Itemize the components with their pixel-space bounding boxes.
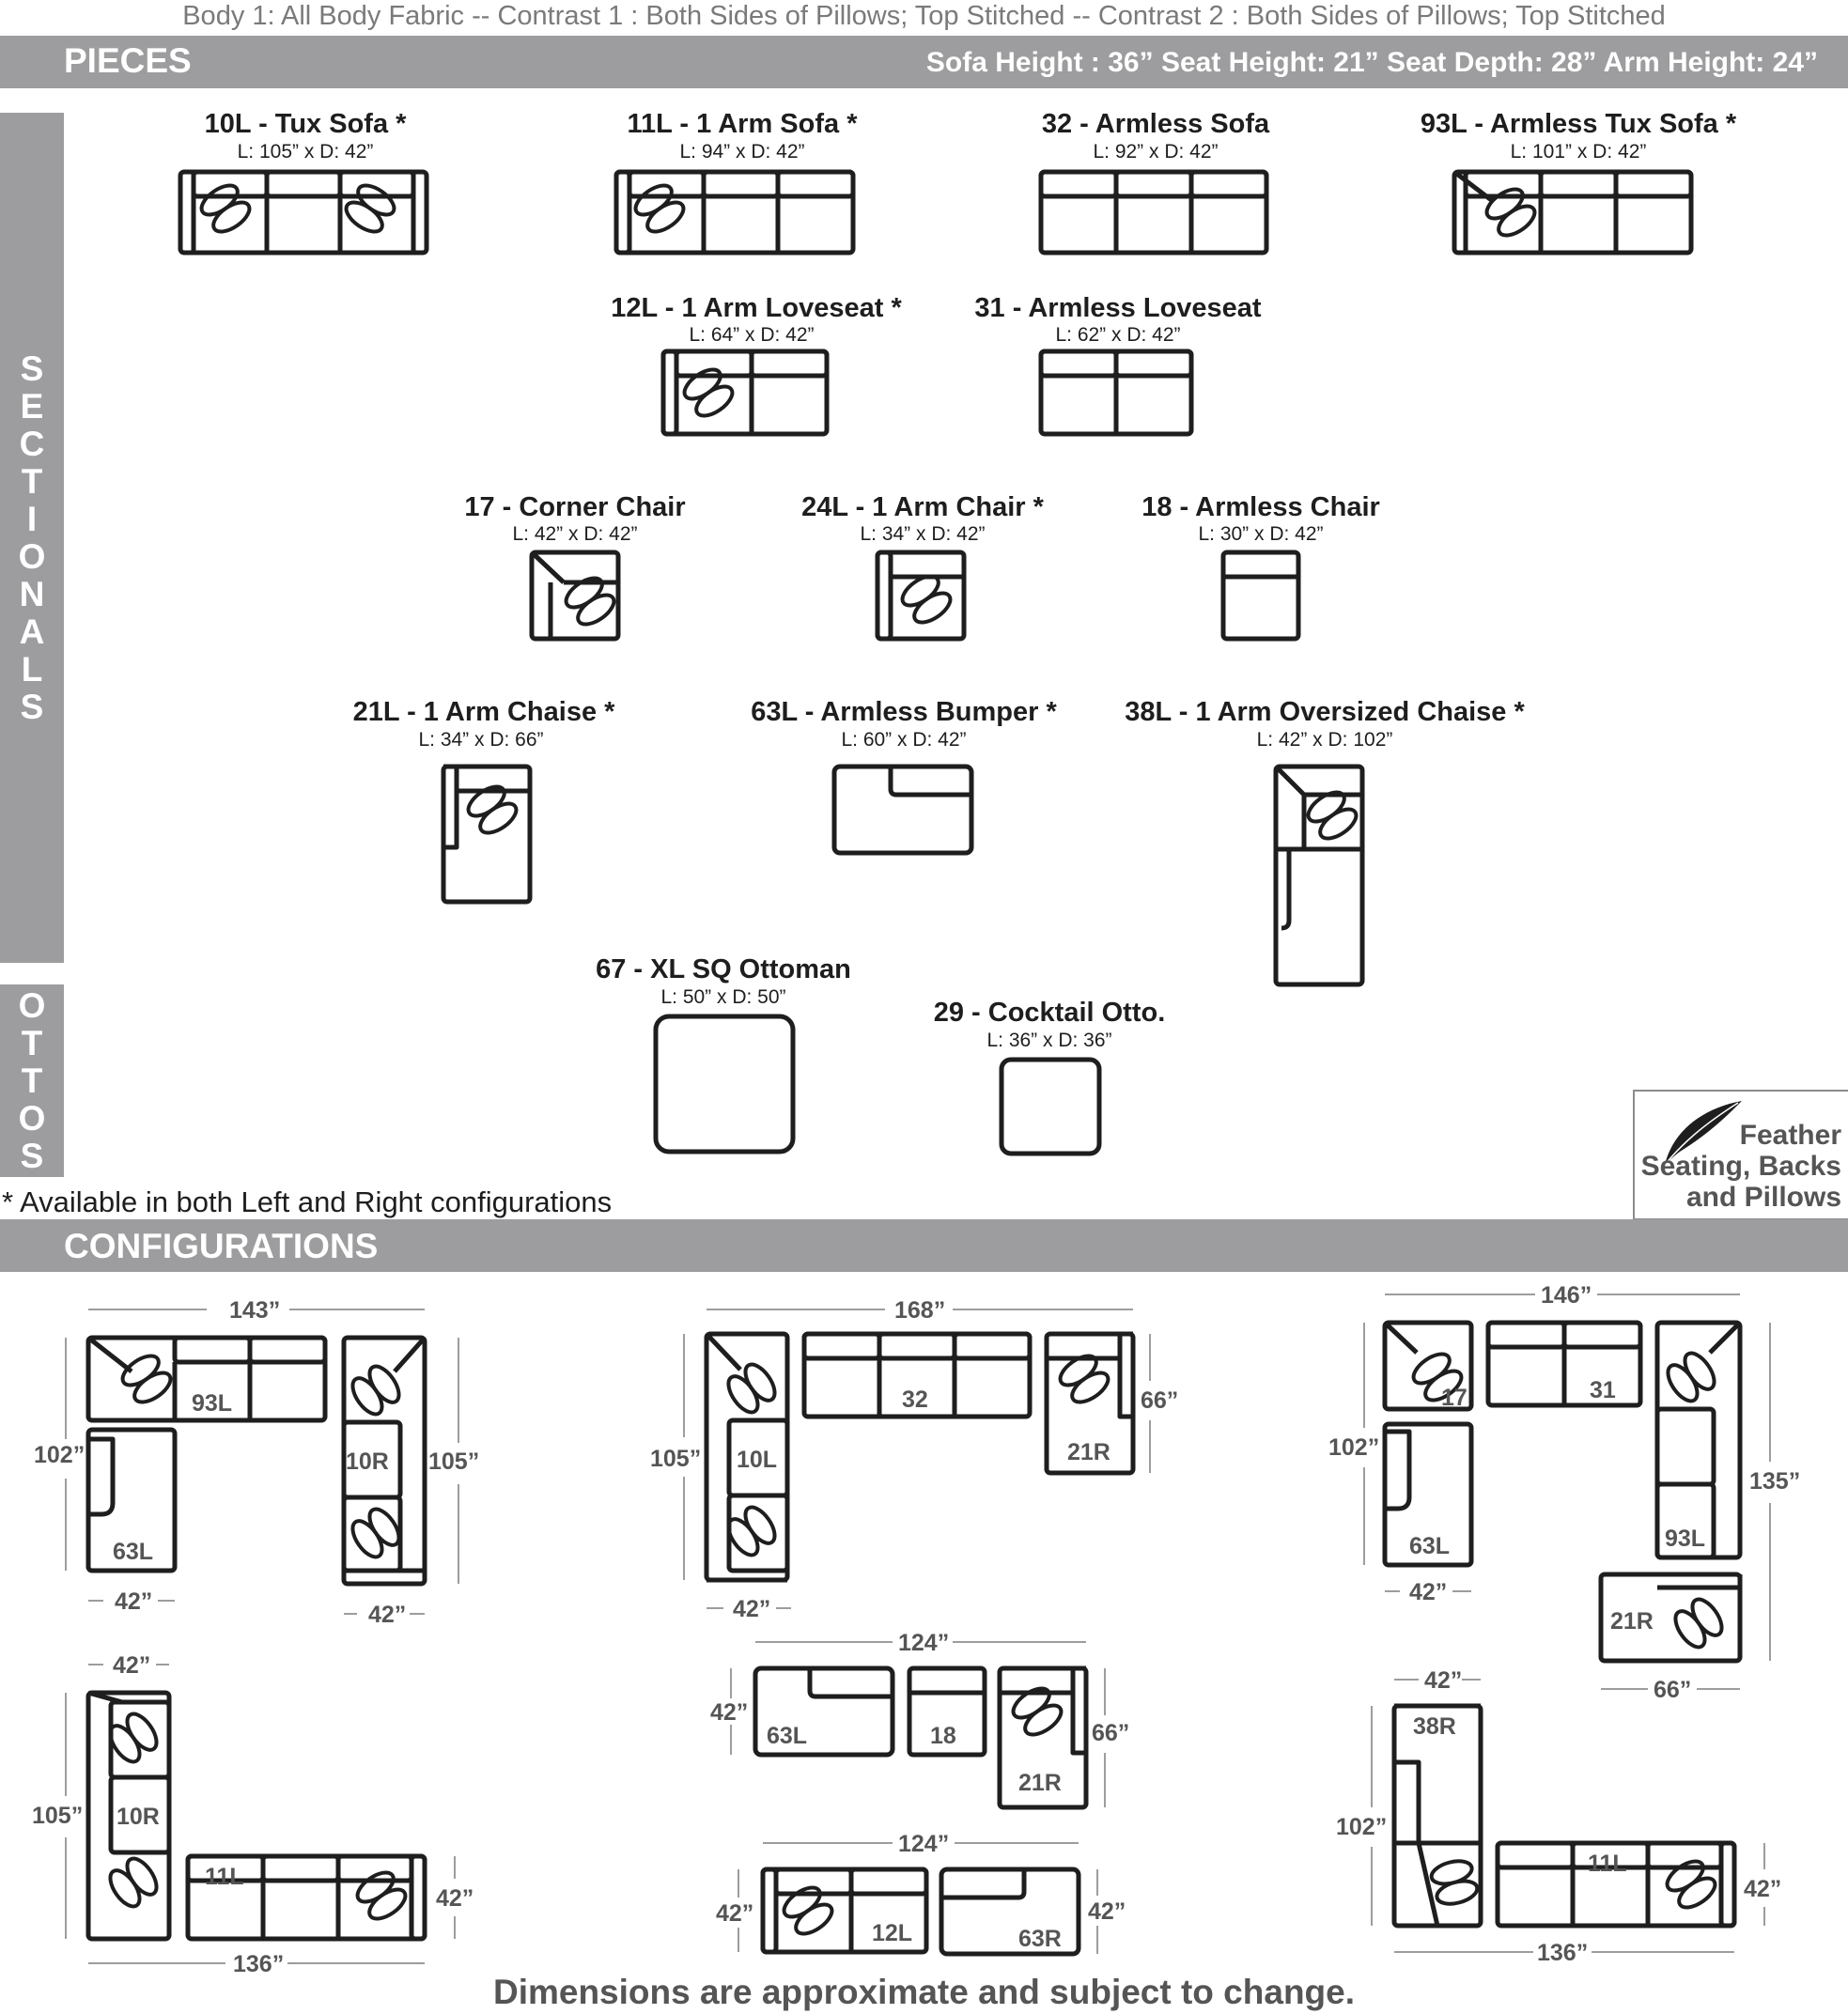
- piece-title-18: 18 - Armless Chair: [1141, 492, 1380, 522]
- piece-dims-17: L: 42” x D: 42”: [512, 523, 638, 545]
- c5-label-18: 18: [930, 1723, 956, 1749]
- c3-label-63l: 63L: [1409, 1533, 1451, 1559]
- piece-dims-67: L: 50” x D: 50”: [660, 986, 786, 1008]
- piece-dims-11l: L: 94” x D: 42”: [679, 141, 805, 163]
- c1-dim-bottom-left: 42”: [115, 1588, 153, 1615]
- piece-dims-93l: L: 101” x D: 42”: [1510, 141, 1647, 163]
- c2-label-10l: 10L: [737, 1447, 778, 1473]
- c5-label-63l: 63L: [767, 1723, 808, 1749]
- c2-dim-right: 66”: [1141, 1387, 1179, 1414]
- piece-title-12l: 12L - 1 Arm Loveseat *: [611, 293, 902, 323]
- disclaimer-footer: Dimensions are approximate and subject to change.: [492, 1973, 1355, 2011]
- piece-dims-38l: L: 42” x D: 102”: [1256, 729, 1393, 751]
- piece-drawing-12l: [663, 351, 827, 434]
- c3-dim-bottom: 42”: [1409, 1579, 1448, 1605]
- piece-title-31: 31 - Armless Loveseat: [974, 293, 1262, 323]
- piece-drawing-38l: [1276, 767, 1362, 984]
- piece-dims-12l: L: 64” x D: 42”: [689, 324, 815, 346]
- piece-dims-18: L: 30” x D: 42”: [1198, 523, 1324, 545]
- c7-label-11l: 11L: [1588, 1851, 1627, 1877]
- c3-dim-chaise: 66”: [1654, 1677, 1692, 1703]
- piece-title-93l: 93L - Armless Tux Sofa *: [1420, 109, 1737, 139]
- c6-label-12l: 12L: [872, 1920, 913, 1946]
- piece-dims-10l: L: 105” x D: 42”: [237, 141, 374, 163]
- piece-drawing-63l: [834, 767, 971, 853]
- piece-drawing-93l: [1454, 172, 1691, 253]
- piece-drawing-32: [1041, 172, 1266, 253]
- c4-dim-top: 42”: [113, 1652, 151, 1679]
- c2-label-21r: 21R: [1067, 1439, 1110, 1465]
- piece-title-24l: 24L - 1 Arm Chair *: [801, 492, 1044, 522]
- c5-label-21r: 21R: [1018, 1770, 1062, 1796]
- c7-dim-left: 102”: [1336, 1814, 1388, 1840]
- ottos-side-label: O T T O S: [0, 984, 64, 1177]
- piece-drawing-10l: [180, 172, 427, 253]
- piece-drawing-17: [532, 552, 619, 639]
- piece-drawing-18: [1223, 552, 1298, 639]
- c4-dim-bottom: 136”: [233, 1951, 285, 1977]
- piece-dims-21l: L: 34” x D: 66”: [418, 729, 544, 751]
- piece-dims-29: L: 36” x D: 36”: [986, 1030, 1112, 1051]
- c1-dim-left: 102”: [34, 1442, 85, 1468]
- feather-line-1: Feather: [1739, 1120, 1841, 1151]
- piece-drawing-67: [656, 1016, 793, 1152]
- piece-title-38l: 38L - 1 Arm Oversized Chaise *: [1125, 697, 1525, 727]
- piece-title-11l: 11L - 1 Arm Sofa *: [627, 109, 858, 139]
- piece-title-10l: 10L - Tux Sofa *: [204, 109, 407, 139]
- fabric-info-line: Body 1: All Body Fabric -- Contrast 1 : Both Sides of Pillows; Top Stitched -- Contrast 2 : Both Sides of Pillows; Top Stitched: [182, 1, 1666, 31]
- c7-dim-right: 42”: [1744, 1876, 1782, 1902]
- c2-dim-left: 105”: [650, 1446, 702, 1472]
- c3-label-21r: 21R: [1610, 1608, 1654, 1634]
- c5-dim-width: 124”: [898, 1630, 950, 1656]
- c2-dim-width: 168”: [894, 1297, 946, 1324]
- c3-dim-left: 102”: [1328, 1434, 1380, 1461]
- piece-dims-24l: L: 34” x D: 42”: [860, 523, 986, 545]
- piece-dims-32: L: 92” x D: 42”: [1093, 141, 1219, 163]
- piece-title-29: 29 - Cocktail Otto.: [933, 998, 1166, 1028]
- pieces-title: PIECES: [64, 41, 192, 80]
- piece-title-67: 67 - XL SQ Ottoman: [596, 954, 851, 984]
- c2-dim-bottom: 42”: [733, 1596, 771, 1622]
- c5-dim-right: 66”: [1092, 1720, 1130, 1746]
- c5-dim-left: 42”: [710, 1699, 749, 1726]
- c4-label-11l: 11L: [205, 1864, 244, 1890]
- c7-dim-top: 42”: [1424, 1667, 1463, 1694]
- piece-title-63l: 63L - Armless Bumper *: [751, 697, 1057, 727]
- piece-title-21l: 21L - 1 Arm Chaise *: [352, 697, 615, 727]
- c4-dim-right: 42”: [436, 1885, 474, 1912]
- piece-drawing-24l: [877, 552, 964, 639]
- piece-drawing-31: [1041, 351, 1191, 434]
- piece-drawing-29: [1002, 1060, 1099, 1154]
- c1-dim-bottom-right: 42”: [368, 1602, 407, 1628]
- feather-line-3: and Pillows: [1685, 1182, 1841, 1213]
- configurations-title: CONFIGURATIONS: [64, 1227, 379, 1265]
- c1-label-93l: 93L: [192, 1390, 233, 1417]
- c6-label-63r: 63R: [1018, 1926, 1062, 1952]
- feather-line-2: Seating, Backs: [1640, 1151, 1841, 1182]
- c2-label-32: 32: [902, 1387, 928, 1413]
- c3-label-93l: 93L: [1665, 1526, 1706, 1552]
- c1-label-10r: 10R: [346, 1449, 389, 1475]
- c7-dim-bottom: 136”: [1537, 1940, 1589, 1966]
- c6-dim-width: 124”: [898, 1831, 950, 1857]
- c1-label-63l: 63L: [113, 1539, 154, 1565]
- piece-dims-31: L: 62” x D: 42”: [1055, 324, 1181, 346]
- c1-dim-width: 143”: [229, 1297, 281, 1324]
- c1-dim-right: 105”: [428, 1449, 480, 1475]
- c6-dim-left: 42”: [716, 1900, 754, 1927]
- piece-drawing-11l: [616, 172, 853, 253]
- c3-dim-right: 135”: [1749, 1468, 1801, 1495]
- c4-dim-left: 105”: [32, 1803, 84, 1829]
- c6-dim-right: 42”: [1088, 1898, 1126, 1925]
- sectionals-side-label: S E C T I O N A L S: [0, 113, 64, 963]
- c3-dim-width: 146”: [1541, 1282, 1592, 1309]
- piece-drawing-21l: [443, 767, 530, 902]
- c3-label-17: 17: [1441, 1385, 1468, 1411]
- pieces-dimensions: Sofa Height : 36” Seat Height: 21” Seat Depth: 28” Arm Height: 24”: [925, 47, 1818, 78]
- c4-label-10r: 10R: [116, 1804, 160, 1830]
- config-3-drawing: [1385, 1323, 1740, 1661]
- piece-title-32: 32 - Armless Sofa: [1041, 109, 1270, 139]
- c3-label-31: 31: [1590, 1377, 1616, 1403]
- c7-label-38r: 38R: [1413, 1713, 1456, 1740]
- piece-title-17: 17 - Corner Chair: [464, 492, 686, 522]
- piece-dims-63l: L: 60” x D: 42”: [841, 729, 967, 751]
- availability-note: * Available in both Left and Right configurations: [2, 1185, 613, 1218]
